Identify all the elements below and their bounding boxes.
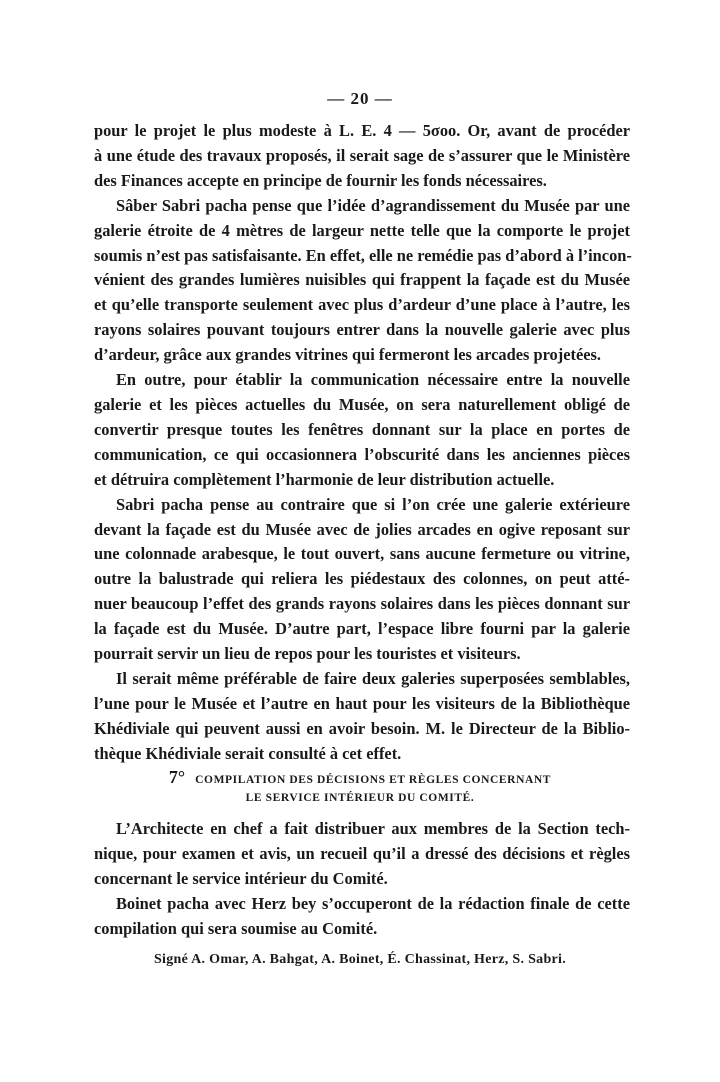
text-line: Boinet pacha avec Herz bey s’occuperont de la rédaction finale de cette [116,893,630,913]
text-line: et qu’elle transporte seulement avec plus d’ardeur d’une place à l’autre, les [94,295,630,315]
text-line: à une étude des travaux proposés, il serait sage de s’assurer que le Ministère [94,145,630,165]
text-line: compilation qui sera soumise au Comité. [94,918,378,938]
text-line: En outre, pour établir la communication nécessaire entre la nouvelle [116,370,630,390]
text-line: galerie étroite de 4 mètres de largeur nette telle que la comporte le projet [94,220,630,240]
section-heading-continued [0,792,720,804]
text-line: Sabri pacha pense au contraire que si l’on crée une galerie extérieure [116,494,630,514]
signature-line: Signé A. Omar, A. Bahgat, A. Boinet, É. Chassinat, Herz, S. Sabri. [153,952,567,967]
page-number: — 20 — [327,89,393,108]
text-line: l’une pour le Musée et l’autre en haut pour les visiteurs de la Bibliothèque [94,693,630,713]
section-title-line-1: COMPILATION DES DÉCISIONS ET RÈGLES CONCERNANT [195,774,552,786]
text-line: soumis n’est pas satisfaisante. En effet, elle ne remédie pas d’abord à l’incon- [94,245,632,265]
section-title-line-2: LE SERVICE INTÉRIEUR DU COMITÉ. [245,792,475,804]
text-line: convertir presque toutes les fenêtres donnant sur la place en portes de [94,419,630,439]
body-text-block-2 [94,817,630,942]
text-line: outre la balustrade qui reliera les piédestaux des colonnes, on peut atté- [94,569,630,589]
body-text-block [94,119,630,767]
text-line: thèque Khédiviale serait consulté à cet effet. [94,743,402,763]
text-line: une colonnade arabesque, le tout ouvert, sans aucune fermeture ou vitrine, [94,544,630,564]
section-heading [0,767,720,788]
text-line: nique, pour examen et avis, un recueil qu’il a dressé des décisions et règles [94,843,630,863]
text-line: devant la façade est du Musée avec de jolies arcades en ogive reposant sur [94,519,630,539]
text-line: nuer beaucoup l’effet des grands rayons solaires dans les pièces donnant sur [94,594,630,614]
text-line: Il serait même préférable de faire deux galeries superposées semblables, [116,668,630,688]
section-number: 7° [168,767,186,787]
text-line: Khédiviale qui peuvent aussi en avoir besoin. M. le Directeur de la Biblio- [94,718,630,738]
text-line: rayons solaires pouvant toujours entrer dans la nouvelle galerie avec plus [94,320,630,340]
text-line: Sâber Sabri pacha pense que l’idée d’agrandissement du Musée par une [116,195,630,215]
text-line: L’Architecte en chef a fait distribuer aux membres de la Section tech- [116,819,630,838]
text-line: vénient des grandes lumières nuisibles qui frappent la façade est du Musée [94,270,630,290]
text-line: communication, ce qui occasionnera l’obscurité dans les anciennes pièces [94,444,630,464]
text-line: pour le projet le plus modeste à L. E. 4 — 5σoo. Or, avant de procéder [94,121,630,140]
text-line: concernant le service intérieur du Comité. [94,868,388,888]
text-line: d’ardeur, grâce aux grandes vitrines qui fermeront les arcades projetées. [94,345,601,365]
text-line: galerie et les pièces actuelles du Musée, on sera naturellement obligé de [94,394,630,414]
text-line: la façade est du Musée. D’autre part, l’espace libre fourni par la galerie [94,619,630,639]
text-line: et détruira complètement l’harmonie de leur distribution actuelle. [94,469,555,489]
text-line: pourrait servir un lieu de repos pour les touristes et visiteurs. [94,644,521,664]
text-line: des Finances accepte en principe de fournir les fonds nécessaires. [94,170,547,190]
